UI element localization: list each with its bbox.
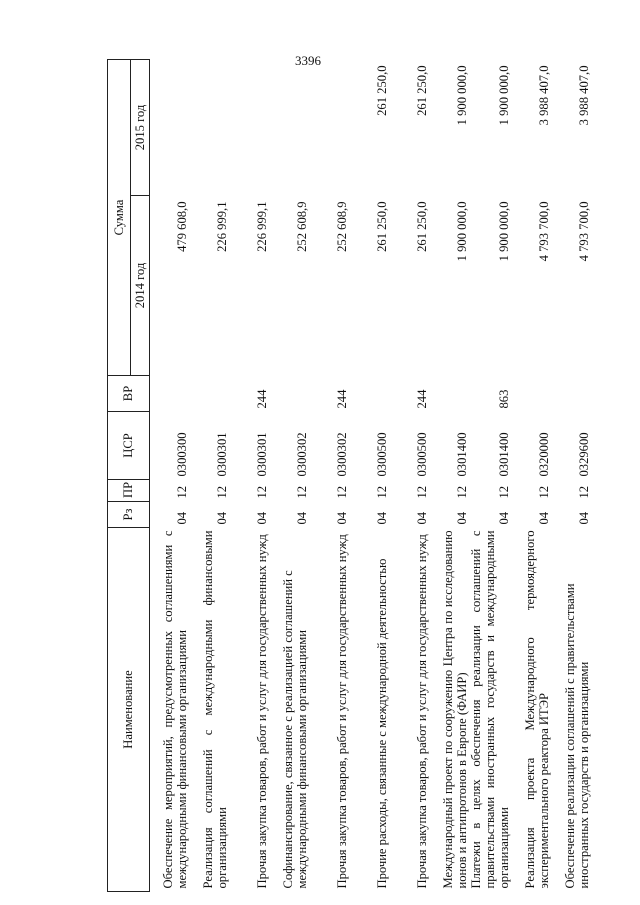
table-row (552, 59, 594, 891)
row-sum-2014: 252 608,9 (335, 201, 350, 252)
row-rz: 04 (375, 511, 390, 525)
row-name: Обеспечение реализации соглашений с правительствами иностранных государств и организациями (562, 583, 591, 889)
row-rz: 04 (255, 511, 270, 525)
budget-table (107, 59, 594, 892)
row-rz: 04 (536, 511, 551, 525)
table-row (470, 59, 512, 891)
row-pr: 12 (215, 485, 230, 499)
table-header (108, 59, 150, 891)
row-sum-2015: 3 988 407,0 (576, 65, 591, 126)
page-number: 3396 (295, 53, 321, 68)
row-vr (350, 376, 390, 412)
row-sum-2015 (310, 59, 350, 195)
row-name: Реализация проекта Международного термоядерного экспериментального реактора ИТЭР (522, 530, 551, 889)
header-name: Наименование (108, 528, 150, 892)
row-vr: 244 (335, 389, 350, 409)
row-name: Прочая закупка товаров, работ и услуг для государственных нужд (255, 534, 270, 889)
row-csr: 0301400 (496, 432, 511, 477)
table-row (270, 59, 310, 891)
row-sum-2015: 3 988 407,0 (536, 65, 551, 126)
row-name: Реализация соглашений с международными финансовыми организациями (201, 530, 230, 889)
row-csr: 0320000 (536, 432, 551, 477)
row-pr: 12 (455, 485, 470, 499)
row-sum-2015 (150, 59, 191, 195)
row-vr: 863 (496, 389, 511, 409)
row-pr: 12 (415, 485, 430, 499)
row-vr (150, 376, 191, 412)
table-row (430, 59, 470, 891)
row-csr: 0300500 (375, 432, 390, 477)
row-vr: 244 (255, 389, 270, 409)
row-rz: 04 (415, 511, 430, 525)
table-body (150, 59, 594, 891)
table-row (190, 59, 230, 891)
row-name: Платежи в целях обеспечения реализации соглашений с правительствами иностранных государств и международными организациями (469, 530, 511, 889)
table-row (310, 59, 350, 891)
row-vr (190, 376, 230, 412)
row-name: Международный проект по сооружению Центра по исследованию ионов и антипротонов в Европе (ФАИР) (441, 530, 470, 889)
row-sum-2015 (190, 59, 230, 195)
row-pr: 12 (576, 485, 591, 499)
row-csr: 0300500 (415, 432, 430, 477)
row-sum-2014: 4 793 700,0 (536, 201, 551, 262)
row-vr (430, 376, 470, 412)
row-rz: 04 (295, 511, 310, 525)
row-pr: 12 (496, 485, 511, 499)
row-name: Прочая закупка товаров, работ и услуг для государственных нужд (335, 534, 350, 889)
header-rz: Рз (108, 502, 150, 528)
row-sum-2014: 261 250,0 (375, 201, 390, 252)
row-sum-2014: 261 250,0 (415, 201, 430, 252)
row-vr (270, 376, 310, 412)
table-row (512, 59, 552, 891)
row-name: Софинансирование, связанное с реализацией соглашений с международными финансовыми организациями (281, 570, 310, 889)
row-pr: 12 (175, 485, 190, 499)
row-rz: 04 (455, 511, 470, 525)
row-vr (552, 376, 594, 412)
rotated-table-container (107, 60, 591, 892)
row-csr: 0300302 (335, 432, 350, 477)
row-csr: 0300301 (255, 432, 270, 477)
row-pr: 12 (335, 485, 350, 499)
row-sum-2014: 1 900 000,0 (455, 201, 470, 262)
header-pr: ПР (108, 480, 150, 502)
row-name: Обеспечение мероприятий, предусмотренных соглашениями с международными финансовыми организациями (161, 530, 190, 889)
row-pr: 12 (255, 485, 270, 499)
row-sum-2015 (270, 59, 310, 195)
row-sum-2015: 261 250,0 (415, 65, 430, 116)
header-csr: ЦСР (108, 412, 150, 480)
row-rz: 04 (335, 511, 350, 525)
row-sum-2015: 1 900 000,0 (455, 65, 470, 126)
row-rz: 04 (175, 511, 190, 525)
row-sum-2014: 479 608,0 (175, 201, 190, 252)
row-sum-2014: 1 900 000,0 (496, 201, 511, 262)
row-sum-2014: 4 793 700,0 (576, 201, 591, 262)
row-rz: 04 (576, 511, 591, 525)
row-csr: 0329600 (576, 432, 591, 477)
row-pr: 12 (295, 485, 310, 499)
row-pr: 12 (536, 485, 551, 499)
row-rz: 04 (496, 511, 511, 525)
table-row (230, 59, 270, 891)
row-rz: 04 (215, 511, 230, 525)
header-2014: 2014 год (131, 196, 150, 376)
row-pr: 12 (375, 485, 390, 499)
table-row (150, 59, 191, 891)
row-sum-2015: 1 900 000,0 (496, 65, 511, 126)
row-csr: 0301400 (455, 432, 470, 477)
header-vr: ВР (108, 376, 150, 412)
row-vr: 244 (415, 389, 430, 409)
table-row (390, 59, 430, 891)
row-csr: 0300302 (295, 432, 310, 477)
row-name: Прочая закупка товаров, работ и услуг для государственных нужд (415, 534, 430, 889)
row-sum-2014: 226 999,1 (255, 201, 270, 252)
table-row (350, 59, 390, 891)
header-sum: Сумма (108, 59, 131, 375)
row-name: Прочие расходы, связанные с международной деятельностью (375, 558, 390, 889)
row-csr: 0300301 (215, 432, 230, 477)
row-sum-2014: 252 608,9 (295, 201, 310, 252)
header-2015: 2015 год (131, 59, 150, 195)
row-csr: 0300300 (175, 432, 190, 477)
row-vr (512, 376, 552, 412)
row-sum-2014: 226 999,1 (215, 201, 230, 252)
row-sum-2015: 261 250,0 (375, 65, 390, 116)
row-sum-2015 (230, 59, 270, 195)
